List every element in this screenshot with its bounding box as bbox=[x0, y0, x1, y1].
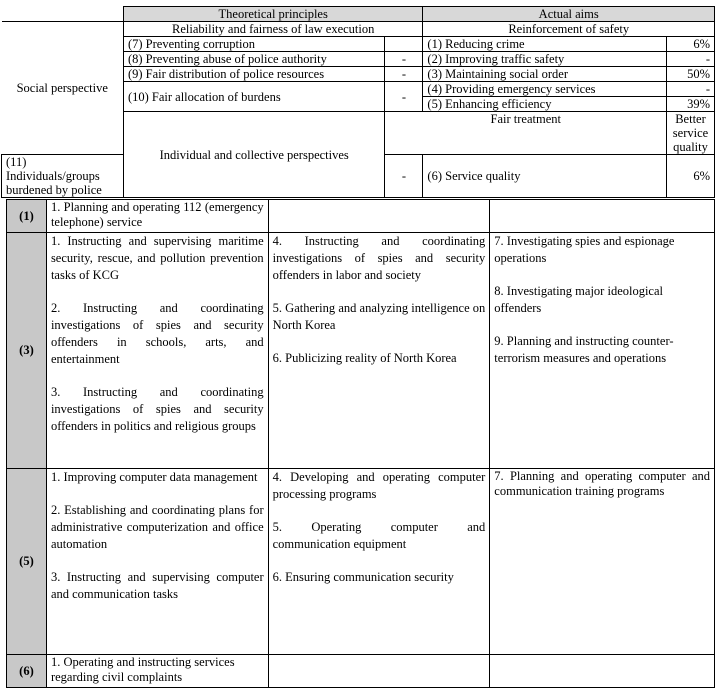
row-6-col-1 bbox=[46, 655, 268, 688]
aim-2-value: - bbox=[667, 52, 715, 67]
task-item: 8. Investigating major ideological offenders bbox=[494, 284, 664, 315]
principle-11: (11) Individuals/groups burdened by police bbox=[2, 155, 124, 198]
principle-10: (10) Fair allocation of burdens bbox=[123, 82, 385, 112]
principle-10-mark: - bbox=[385, 82, 423, 112]
aim-4-value: - bbox=[667, 82, 715, 97]
row-5-col-1 bbox=[46, 469, 268, 655]
fair-treatment-header: Fair treatment bbox=[385, 112, 667, 155]
table-row bbox=[7, 469, 715, 655]
table-row bbox=[7, 655, 715, 688]
task-item: 3. Instructing and coordinating investigations of spies and security offenders in politics and religious groups bbox=[50, 385, 264, 433]
row-5-col-3 bbox=[490, 469, 715, 655]
aim-6-value: 6% bbox=[667, 155, 715, 198]
task-item: 7. Investigating spies and espionage operations bbox=[494, 234, 675, 265]
aim-3: (3) Maintaining social order bbox=[423, 67, 667, 82]
reliability-fairness-header: Reliability and fairness of law execution bbox=[123, 22, 422, 37]
principle-9-mark: - bbox=[385, 67, 423, 82]
row-1-col-1 bbox=[46, 200, 268, 233]
row-3-col-2 bbox=[268, 233, 490, 469]
individual-perspective-label: Individual and collective perspectives bbox=[123, 112, 385, 198]
task-item: 3. Instructing and supervising computer and communication tasks bbox=[50, 570, 264, 601]
principle-7-mark bbox=[385, 37, 423, 52]
row-id: (6) bbox=[7, 655, 47, 688]
row-id: (1) bbox=[7, 200, 47, 233]
row-5-col-2 bbox=[268, 469, 490, 655]
task-item: 2. Establishing and coordinating plans for administrative computerization and office automation bbox=[50, 503, 264, 551]
blank-corner bbox=[2, 7, 124, 22]
task-item: 6. Ensuring communication security bbox=[272, 570, 454, 584]
aim-2: (2) Improving traffic safety bbox=[423, 52, 667, 67]
task-item: 1. Operating and instructing services regarding civil complaints bbox=[50, 655, 235, 684]
principle-11-mark: - bbox=[385, 155, 423, 198]
row-3-col-1 bbox=[46, 233, 268, 469]
actual-aims-header: Actual aims bbox=[423, 7, 715, 22]
task-item: 5. Gathering and analyzing intelligence on North Korea bbox=[272, 301, 486, 332]
task-item: 1. Instructing and supervising maritime security, rescue, and pollution prevention tasks of KCG bbox=[50, 234, 264, 282]
table-row bbox=[7, 200, 715, 233]
principle-7: (7) Preventing corruption bbox=[123, 37, 385, 52]
tasks-table bbox=[6, 199, 715, 688]
task-item: 1. Improving computer data management bbox=[50, 470, 258, 484]
task-item: 6. Publicizing reality of North Korea bbox=[272, 351, 457, 365]
row-1-col-2 bbox=[268, 200, 490, 233]
row-6-col-3 bbox=[490, 655, 715, 688]
aim-4: (4) Providing emergency services bbox=[423, 82, 667, 97]
row-1-col-3 bbox=[490, 200, 715, 233]
aim-6: (6) Service quality bbox=[423, 155, 667, 198]
task-item: 7. Planning and operating computer and communication training programs bbox=[494, 469, 710, 498]
principles-aims-table bbox=[1, 6, 715, 198]
aim-1: (1) Reducing crime bbox=[423, 37, 667, 52]
row-3-col-3 bbox=[490, 233, 715, 469]
aim-3-value: 50% bbox=[667, 67, 715, 82]
table-row bbox=[7, 233, 715, 469]
aim-1-value: 6% bbox=[667, 37, 715, 52]
task-item: 4. Developing and operating computer processing programs bbox=[272, 470, 486, 501]
principle-9: (9) Fair distribution of police resources bbox=[123, 67, 385, 82]
task-item: 4. Instructing and coordinating investigations of spies and security offenders in labor and society bbox=[272, 234, 486, 282]
aim-5: (5) Enhancing efficiency bbox=[423, 97, 667, 112]
task-item: 1. Planning and operating 112 (emergency telephone) service bbox=[50, 200, 264, 229]
reinforcement-safety-header: Reinforcement of safety bbox=[423, 22, 715, 37]
better-service-header: Better service quality bbox=[667, 112, 715, 155]
task-item: 2. Instructing and coordinating investigations of spies and security offenders in schools, arts, and entertainment bbox=[50, 301, 264, 366]
social-perspective-label: Social perspective bbox=[2, 22, 124, 155]
row-id: (5) bbox=[7, 469, 47, 655]
principle-8-mark: - bbox=[385, 52, 423, 67]
aim-5-value: 39% bbox=[667, 97, 715, 112]
task-item: 5. Operating computer and communication equipment bbox=[272, 520, 486, 551]
task-item: 9. Planning and instructing counter-terrorism measures and operations bbox=[494, 334, 674, 365]
theoretical-principles-header: Theoretical principles bbox=[123, 7, 422, 22]
row-id: (3) bbox=[7, 233, 47, 469]
principle-8: (8) Preventing abuse of police authority bbox=[123, 52, 385, 67]
row-6-col-2 bbox=[268, 655, 490, 688]
